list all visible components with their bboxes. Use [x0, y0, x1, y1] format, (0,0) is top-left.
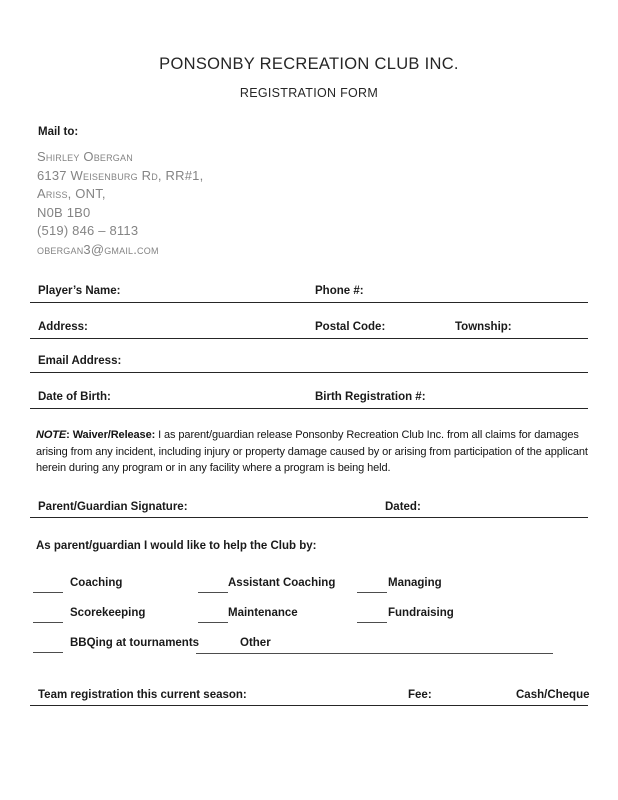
managing-option-label: Managing	[388, 577, 442, 589]
waiver-title: Waiver/Release:	[72, 429, 159, 441]
team-registration-label: Team registration this current season:	[38, 689, 247, 701]
volunteer-intro-text: As parent/guardian I would like to help the Club by:	[36, 540, 317, 552]
assistant-coaching-option-label: Assistant Coaching	[228, 577, 336, 589]
mail-to-label: Mail to:	[38, 126, 79, 138]
postal-code-label: Postal Code:	[315, 321, 386, 333]
waiver-note-label: NOTE	[36, 429, 67, 441]
address-label: Address:	[38, 321, 88, 333]
signature-dated-row	[30, 501, 588, 518]
other-option-label: Other	[240, 637, 271, 649]
assistant-coaching-fill-line	[198, 592, 228, 593]
address-line-email: obergan3@gmail.com	[37, 241, 159, 257]
email-row	[30, 355, 588, 373]
maintenance-fill-line	[198, 622, 228, 623]
mail-to-address-block	[37, 148, 203, 260]
scorekeeping-option-label: Scorekeeping	[70, 607, 146, 619]
coaching-option-label: Coaching	[70, 577, 123, 589]
waiver-body-text: I as parent/guardian release Ponsonby Recreation Club Inc. from all claims for damages arising from any incident, including injury or property damage caused by or arising from participation of the applicant herein during any program or in any facility where a program is being held.	[36, 429, 588, 474]
address-line-city: Ariss, ONT,	[37, 186, 106, 202]
fundraising-option-label: Fundraising	[388, 607, 454, 619]
parent-guardian-signature-label: Parent/Guardian Signature:	[38, 501, 188, 513]
date-of-birth-label: Date of Birth:	[38, 391, 111, 403]
volunteer-row-2	[30, 607, 588, 623]
township-label: Township:	[455, 321, 512, 333]
waiver-separator: :	[66, 429, 73, 441]
phone-label: Phone #:	[315, 285, 364, 297]
email-address-label: Email Address:	[38, 355, 122, 367]
address-line-postal: N0B 1B0	[37, 204, 91, 220]
player-name-phone-row	[30, 285, 588, 303]
address-postal-township-row	[30, 321, 588, 339]
address-line-phone: (519) 846 – 8113	[37, 223, 139, 239]
volunteer-row-3	[30, 637, 588, 653]
scorekeeping-fill-line	[33, 622, 63, 623]
address-line-street: 6137 Weisenburg Rd, RR#1,	[37, 167, 204, 183]
waiver-release-paragraph	[36, 427, 592, 477]
form-subtitle: REGISTRATION FORM	[239, 86, 379, 100]
address-line-name: Shirley Obergan	[37, 149, 133, 164]
form-title: PONSONBY RECREATION CLUB INC.	[159, 55, 459, 73]
bbqing-fill-line	[33, 652, 63, 653]
other-fill-line	[196, 637, 553, 654]
cash-cheque-label: Cash/Cheque	[516, 689, 590, 701]
maintenance-option-label: Maintenance	[228, 607, 298, 619]
fundraising-fill-line	[357, 622, 387, 623]
bbqing-option-label: BBQing at tournaments	[70, 637, 200, 649]
dated-label: Dated:	[385, 501, 421, 513]
players-name-label: Player’s Name:	[38, 285, 121, 297]
fee-label: Fee:	[408, 689, 432, 701]
volunteer-row-1	[30, 577, 588, 593]
birth-row	[30, 391, 588, 409]
team-registration-row	[30, 689, 588, 706]
coaching-fill-line	[33, 592, 63, 593]
birth-registration-label: Birth Registration #:	[315, 391, 426, 403]
managing-fill-line	[357, 592, 387, 593]
